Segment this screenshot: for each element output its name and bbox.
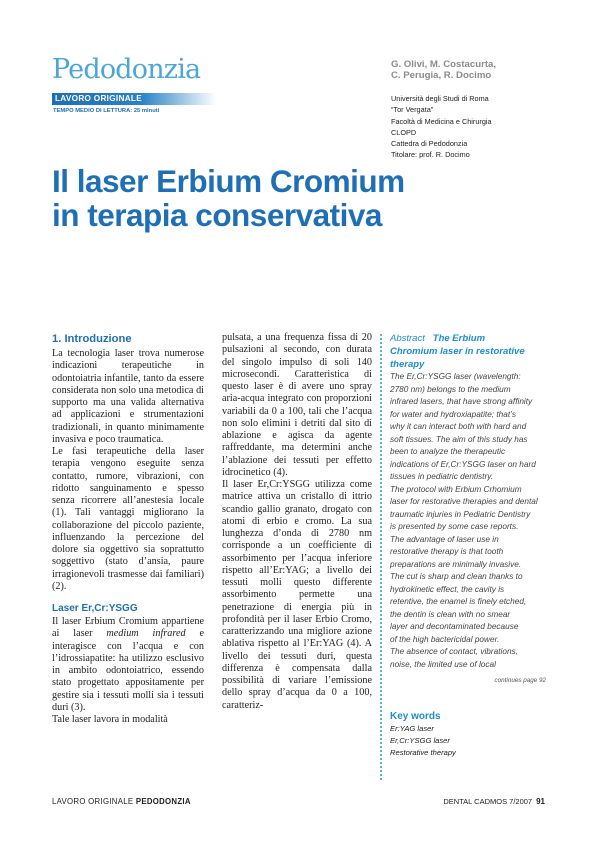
article-title bbox=[52, 164, 552, 232]
reading-time: TEMPO MEDIO DI LETTURA: 25 minuti bbox=[53, 108, 160, 114]
affiliation-line: “Tor Vergata” bbox=[391, 105, 434, 115]
body-column-1 bbox=[52, 332, 204, 726]
journal-issue: DENTAL CADMOS 7/2007 bbox=[443, 797, 533, 806]
abstract-line: noise, the limited use of local bbox=[390, 659, 496, 669]
paragraph: Il laser Erbium Cromium appartiene ai laser medium infrared e interagisce con l’acqua e con l’idrossiapatite: ha utilizzo esclusivo in ambito odontoiatrico, essendo stato progettato appositamente per gestire sia i tessuti molli sia i tessuti duri (3). bbox=[52, 616, 204, 713]
continues-note: continues page 92 bbox=[494, 677, 546, 684]
abstract-line: infrared lasers, that have strong affinity bbox=[390, 397, 533, 406]
title-line: in terapia conservativa bbox=[52, 197, 382, 233]
affiliation-line: CLOPD bbox=[391, 127, 417, 137]
paragraph: Il laser Er,Cr:YSGG utilizza come matrice attiva un cristallo di ittrio scandio gallio granato, drogato con atomi di erbio e cromo. La sua lunghezza d’onda di 2780 nm corrisponde a un coefficiente di assorbimento per l’acqua inferiore rispetto all’Er:YAG; a livello dei tessuti molli questo differente assorbimento permette una penetrazione di energia più in profondità per il laser Erbio Cromo, caratterizzando una migliore azione ablativa rispetto al l’Er:YAG (4). A livello dei tessuti duri, questa differenza è compensata dalla possibilità di variare l’emissione dello spray d’acqua da 0 a 100, caratteriz- bbox=[222, 479, 372, 711]
author-line: G. Olivi, M. Costacurta, bbox=[391, 59, 497, 70]
keywords-list bbox=[390, 723, 546, 759]
abstract-line: why it can interact both with hard and bbox=[390, 422, 527, 431]
paragraph: Le fasi terapeutiche della laser terapia vengono eseguite senza contatto, rumore, vibrazioni, con ridotto sanguinamento e spesso senza ricorrere all’anestesia locale (1). Tali vantaggi migliorano la collaborazione del piccolo paziente, influenzando la percezione del dolore sia oggettivo sia soprattutto soggettivo (stato d’ansia, paure irragionevoli trasmesse dai familiari) (2). bbox=[52, 446, 204, 592]
title-line: Il laser Erbium Cromium bbox=[52, 163, 405, 199]
affiliation-line: Cattedra di Pedodonzia bbox=[391, 139, 468, 149]
paragraph: pulsata, a una frequenza fissa di 20 pulsazioni al secondo, con durata del singolo impulso di soli 140 microsecondi. Caratteristica di questo laser è di avere uno spray aria-acqua integrato con proporzioni variabili da 0 a 100, tali che l’acqua non solo elimini i detriti dal sito di ablazione e agisca da agente raffreddante, ma determini anche l’ablazione dei tessuti per effetto idrocinetico (4). bbox=[222, 332, 372, 478]
abstract-box bbox=[390, 332, 546, 759]
paragraph: La tecnologia laser trova numerose indicazioni terapeutiche in odontoiatria infantile, tanto da essere considerata non solo una metodica di supporto ma una valida alternativa ad applicazioni e strumentazioni tradizionali, in quanto minimamente invasiva e poco traumatica. bbox=[52, 348, 204, 445]
article-type-badge: LAVORO ORIGINALE bbox=[52, 93, 216, 105]
subsection-heading-laser: Laser Er,Cr:YSGG bbox=[52, 603, 138, 614]
abstract-line: 2780 nm) belongs to the medium bbox=[390, 384, 511, 394]
abstract-line: been to analyze the therapeutic bbox=[390, 447, 506, 456]
abstract-line: The advantage of laser use in bbox=[390, 534, 499, 544]
abstract-line: for water and hydroxiapatite; that’s bbox=[390, 409, 516, 419]
section-heading-introduzione: 1. Introduzione bbox=[52, 333, 132, 345]
keywords-heading: Key words bbox=[390, 710, 441, 722]
abstract-line: tissues in pediatric dentistry. bbox=[390, 472, 494, 481]
abstract-line: layer and decontaminated because bbox=[390, 622, 519, 631]
footer-journal bbox=[410, 797, 545, 806]
page-number: 91 bbox=[536, 797, 545, 806]
abstract-line: soft tissues. The aim of this study has bbox=[390, 434, 528, 444]
abstract-line: The cut is sharp and clean thanks to bbox=[390, 572, 523, 581]
abstract-line: of the high bactericidal power. bbox=[390, 634, 500, 644]
abstract-line: laser for restorative therapies and dental bbox=[390, 497, 538, 506]
affiliation-line: Titolare: prof. R. Docimo bbox=[391, 150, 470, 160]
section-title: Pedodonzia bbox=[52, 54, 201, 85]
abstract-line: The protocol with Erbium Crhomium bbox=[390, 484, 522, 494]
affiliation-line: Università degli Studi di Roma bbox=[391, 94, 489, 103]
abstract-line: The Er,Cr:YSGG laser (wavelength: bbox=[390, 372, 521, 381]
affiliation-line: Facoltà di Medicina e Chirurgia bbox=[391, 116, 492, 126]
abstract-heading: Abstract The Erbium Chromium laser in restorative therapy bbox=[390, 333, 525, 370]
abstract-line: the dentin is clean with no smear bbox=[390, 609, 511, 619]
body-column-2 bbox=[222, 332, 372, 712]
abstract-text bbox=[390, 371, 546, 671]
keyword: Er:YAG laser bbox=[390, 723, 434, 733]
abstract-line: The absence of contact, vibrations, bbox=[390, 647, 518, 656]
paragraph-continued: Tale laser lavora in modalità bbox=[52, 714, 168, 725]
abstract-line: hydrokinetic effect, the cavity is bbox=[390, 584, 505, 594]
abstract-line: indications of Er,Cr:YSGG laser on hard bbox=[390, 459, 536, 469]
abstract-line: retentive, the enamel is finely etched, bbox=[390, 597, 527, 606]
abstract-line: preparations are minimally invasive. bbox=[390, 559, 522, 569]
emphasis: medium infrared bbox=[106, 628, 186, 640]
abstract-line: traumatic injuries in Pediatric Dentistry bbox=[390, 509, 531, 519]
author-line: C. Perugia, R. Docimo bbox=[391, 70, 492, 81]
abstract-line: is presented by some case reports. bbox=[390, 522, 519, 531]
column-divider bbox=[380, 334, 382, 780]
footer-section: LAVORO ORIGINALE PEDODONZIA bbox=[52, 797, 191, 806]
abstract-line: restorative therapy is that tooth bbox=[390, 547, 504, 556]
keyword: Er,Cr:YSGG laser bbox=[390, 735, 450, 745]
author-list bbox=[391, 59, 561, 81]
keyword: Restorative therapy bbox=[390, 747, 456, 757]
affiliation bbox=[391, 93, 571, 161]
